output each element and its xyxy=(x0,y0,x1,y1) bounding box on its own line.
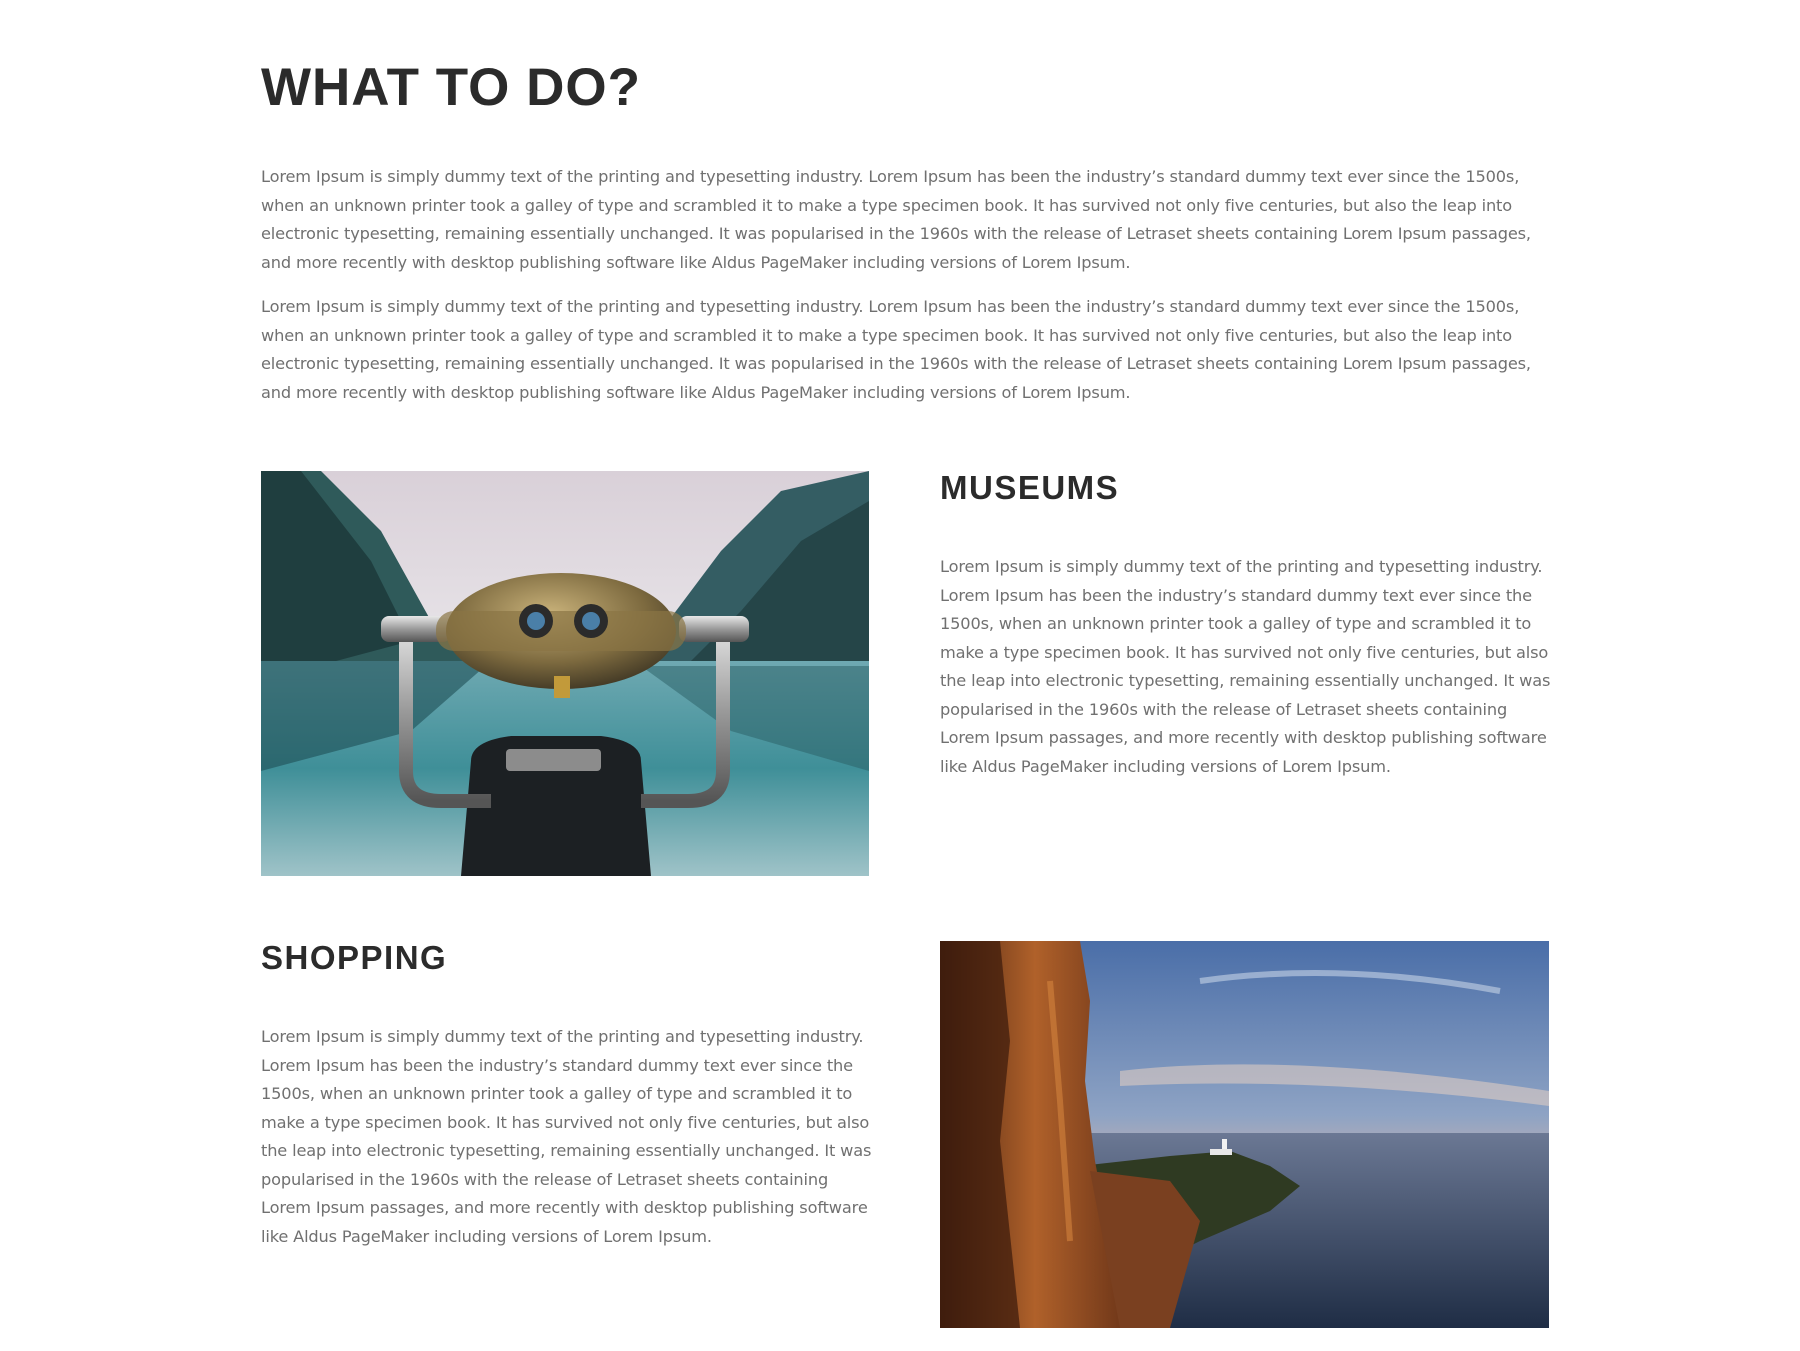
museums-image xyxy=(261,471,869,876)
intro-paragraph-2: Lorem Ipsum is simply dummy text of the printing and typesetting industry. Lorem Ipsum has been the industry’s standard dummy text ever since the 1500s, when an unknown printer took a galley of type and scrambled it to make a type specimen book. It has survived not only five centuries, but also the leap into electronic typesetting, remaining essentially unchanged. It was popularised in the 1960s with the release of Letraset sheets containing Lorem Ipsum passages, and more recently with desktop publishing software like Aldus PageMaker including versions of Lorem Ipsum. xyxy=(261,297,1531,402)
shopping-title: SHOPPING xyxy=(261,939,448,976)
shopping-text: Lorem Ipsum is simply dummy text of the printing and typesetting industry. Lorem Ipsum has been the industry’s standard dummy text ever since the 1500s, when an unknown printer took a galley of type and scrambled it to make a type specimen book. It has survived not only five centuries, but also the leap into electronic typesetting, remaining essentially unchanged. It was popularised in the 1960s with the release of Letraset sheets containing Lorem Ipsum passages, and more recently with desktop publishing software like Aldus PageMaker including versions of Lorem Ipsum. xyxy=(261,1027,872,1246)
intro-paragraph-1: Lorem Ipsum is simply dummy text of the printing and typesetting industry. Lorem Ipsum has been the industry’s standard dummy text ever since the 1500s, when an unknown printer took a galley of type and scrambled it to make a type specimen book. It has survived not only five centuries, but also the leap into electronic typesetting, remaining essentially unchanged. It was popularised in the 1960s with the release of Letraset sheets containing Lorem Ipsum passages, and more recently with desktop publishing software like Aldus PageMaker including versions of Lorem Ipsum. xyxy=(261,167,1531,272)
museums-text: Lorem Ipsum is simply dummy text of the printing and typesetting industry. Lorem Ipsum has been the industry’s standard dummy text ever since the 1500s, when an unknown printer took a galley of type and scrambled it to make a type specimen book. It has survived not only five centuries, but also the leap into electronic typesetting, remaining essentially unchanged. It was popularised in the 1960s with the release of Letraset sheets containing Lorem Ipsum passages, and more recently with desktop publishing software like Aldus PageMaker including versions of Lorem Ipsum. xyxy=(940,557,1551,776)
museums-title: MUSEUMS xyxy=(940,469,1120,506)
shopping-image xyxy=(940,941,1549,1328)
page-title: WHAT TO DO? xyxy=(261,58,641,117)
